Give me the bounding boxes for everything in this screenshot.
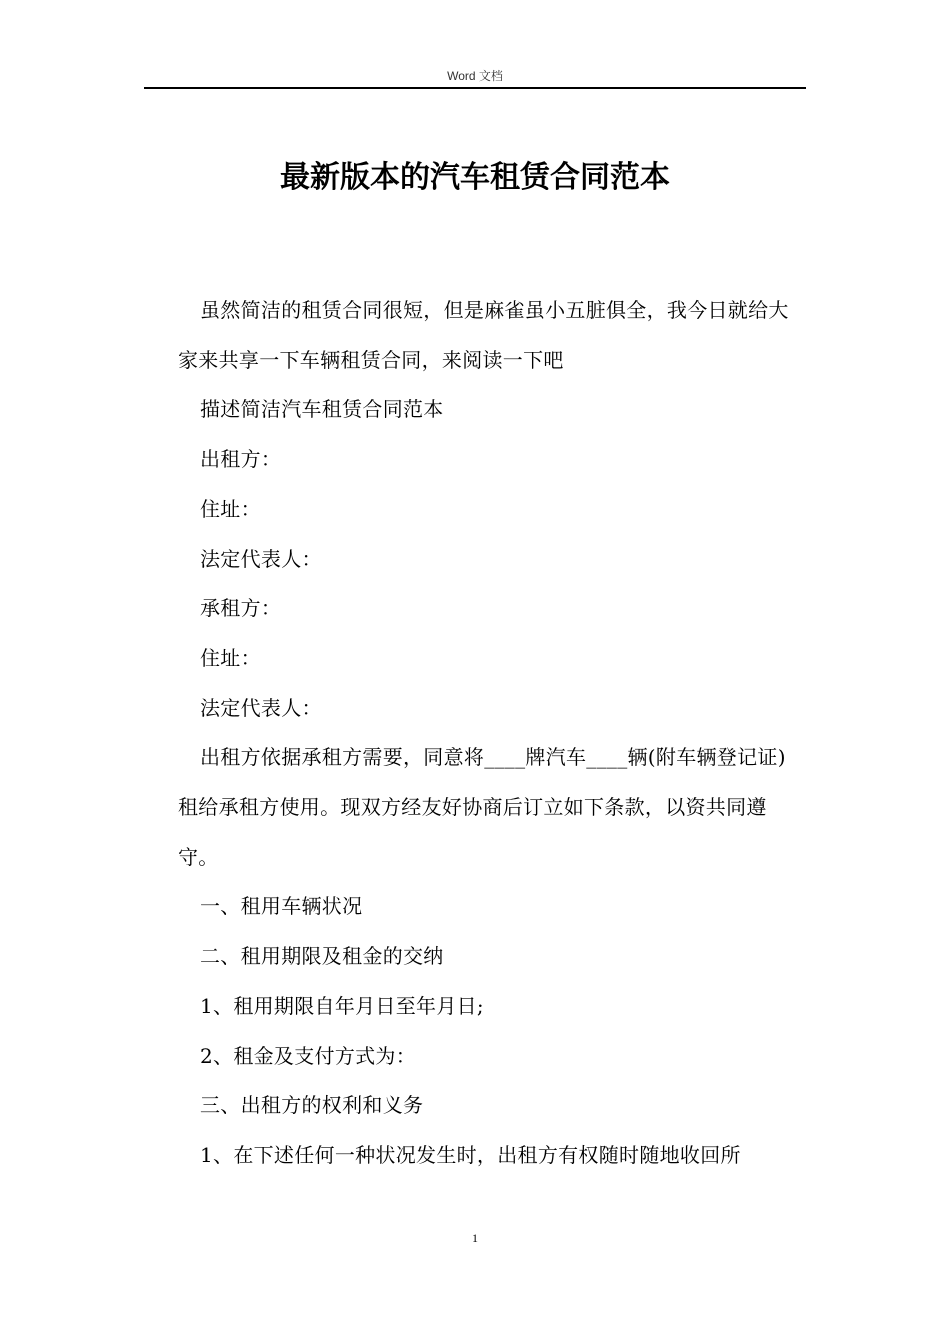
paragraph: 承租方：: [200, 596, 282, 621]
paragraph: 一、租用车辆状况: [200, 894, 363, 919]
paragraph: 住址：: [200, 496, 261, 521]
paragraph: 出租方依据承租方需要，同意将____牌汽车____辆(附车辆登记证)租给承租方使用。现双方经友好协商后订立如下条款，以资共同遵守。: [178, 745, 786, 869]
document-title: 最新版本的汽车租赁合同范本: [280, 160, 670, 195]
paragraph: 法定代表人：: [200, 695, 322, 720]
paragraph: 法定代表人：: [200, 546, 322, 571]
page-number: 1: [472, 1231, 478, 1245]
page-header-label: Word 文档: [447, 69, 503, 83]
paragraph: 住址：: [200, 645, 261, 670]
document-body: [178, 286, 804, 1181]
paragraph: 三、出租方的权利和义务: [200, 1093, 424, 1118]
paragraph: 1、在下述任何一种状况发生时，出租方有权随时随地收回所: [200, 1142, 741, 1167]
paragraph: 虽然简洁的租赁合同很短，但是麻雀虽小五脏俱全，我今日就给大家来共享一下车辆租赁合同，来阅读一下吧: [178, 298, 789, 372]
paragraph: 出租方：: [200, 447, 282, 472]
header-divider: [144, 87, 806, 89]
paragraph: 2、租金及支付方式为：: [200, 1043, 417, 1068]
paragraph: 描述简洁汽车租赁合同范本: [200, 397, 444, 422]
paragraph: 1、租用期限自年月日至年月日;: [200, 993, 484, 1018]
paragraph: 二、租用期限及租金的交纳: [200, 944, 444, 969]
